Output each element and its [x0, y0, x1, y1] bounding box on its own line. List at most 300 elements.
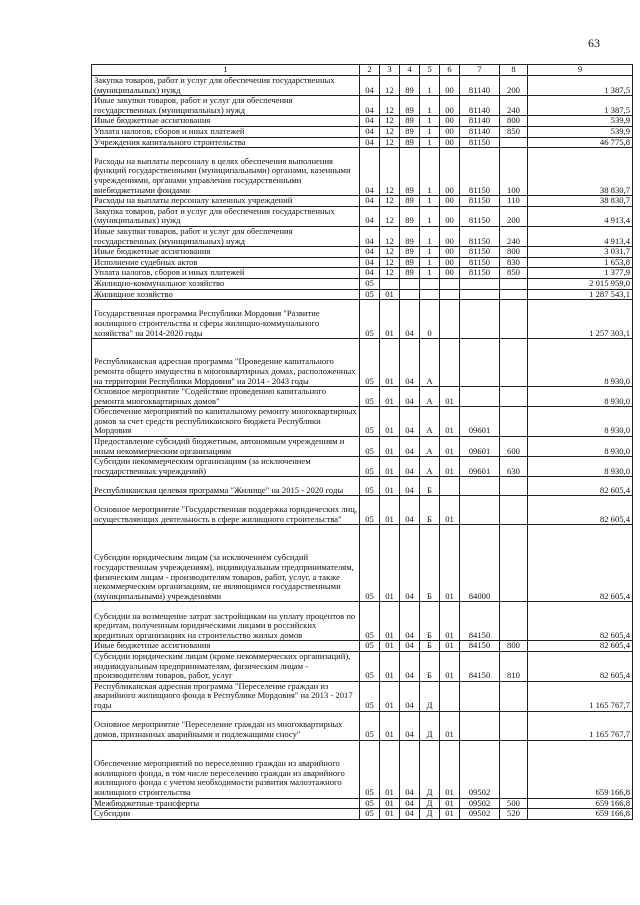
row-amount: 4 913,4	[528, 226, 633, 246]
code-vr	[500, 407, 528, 437]
table-row	[92, 602, 633, 641]
code-pr: 89	[400, 247, 420, 258]
code-rz: 01	[380, 339, 400, 387]
code-nr: 81150	[460, 226, 500, 246]
code-vr	[500, 300, 528, 339]
code-gl: 05	[360, 407, 380, 437]
code-nr: 81140	[460, 76, 500, 96]
row-name: Иные бюджетные ассигнования	[92, 247, 360, 258]
code-gl: 05	[360, 457, 380, 477]
code-gl: 04	[360, 206, 380, 226]
code-pr: 04	[400, 437, 420, 457]
code-p2: 01	[440, 407, 460, 437]
code-rz: 12	[380, 126, 400, 137]
code-vr	[500, 681, 528, 711]
code-p1: 0	[420, 300, 440, 339]
column-header: 4	[400, 65, 420, 76]
column-header: 9	[528, 65, 633, 76]
code-nr: 81150	[460, 268, 500, 279]
table-row	[92, 457, 633, 477]
code-p2: 01	[440, 798, 460, 809]
code-nr	[460, 387, 500, 407]
code-pr: 89	[400, 137, 420, 148]
budget-table	[91, 64, 633, 820]
row-amount: 82 605,4	[528, 641, 633, 652]
code-gl: 04	[360, 76, 380, 96]
code-gl: 04	[360, 247, 380, 258]
code-p1: Д	[420, 711, 440, 740]
code-p1: 1	[420, 206, 440, 226]
table-row	[92, 339, 633, 387]
row-amount: 1 387,5	[528, 76, 633, 96]
code-gl: 04	[360, 116, 380, 127]
code-rz: 01	[380, 602, 400, 641]
row-name: Иные закупки товаров, работ и услуг для обеспечения государственных (муниципальных) нужд	[92, 96, 360, 116]
code-p1: 1	[420, 247, 440, 258]
code-vr	[500, 496, 528, 525]
code-vr	[500, 740, 528, 798]
table-row	[92, 809, 633, 820]
code-vr: 110	[500, 196, 528, 207]
code-p1: 1	[420, 116, 440, 127]
row-amount: 1 653,8	[528, 257, 633, 268]
code-p1: А	[420, 387, 440, 407]
row-name: Расходы на выплаты персоналу казенных учреждений	[92, 196, 360, 207]
code-p2: 01	[440, 525, 460, 602]
header-row	[92, 65, 633, 76]
row-name: Межбюджетные трансферты	[92, 798, 360, 809]
code-vr: 100	[500, 148, 528, 196]
code-p1: А	[420, 437, 440, 457]
column-header: 8	[500, 65, 528, 76]
code-rz: 01	[380, 711, 400, 740]
code-p2: 00	[440, 137, 460, 148]
code-nr	[460, 711, 500, 740]
code-vr: 600	[500, 437, 528, 457]
code-p1: 1	[420, 226, 440, 246]
code-pr	[400, 289, 420, 300]
code-p1: Д	[420, 740, 440, 798]
code-p2	[440, 681, 460, 711]
code-vr: 500	[500, 798, 528, 809]
row-amount: 8 930,0	[528, 457, 633, 477]
code-rz: 12	[380, 196, 400, 207]
row-amount: 8 930,0	[528, 387, 633, 407]
code-rz: 01	[380, 289, 400, 300]
table-row	[92, 477, 633, 496]
row-name: Иные бюджетные ассигнования	[92, 641, 360, 652]
code-nr	[460, 278, 500, 289]
code-pr: 04	[400, 339, 420, 387]
row-name: Расходы на выплаты персоналу в целях обеспечения выполнения функций государственными (муниципальными) органами, казенными учреждениями, органами управления государственными внебюджетными фондами	[92, 148, 360, 196]
code-rz: 01	[380, 457, 400, 477]
code-pr: 04	[400, 798, 420, 809]
code-pr: 04	[400, 300, 420, 339]
row-name: Уплата налогов, сборов и иных платежей	[92, 126, 360, 137]
table-row	[92, 641, 633, 652]
row-name: Субсидии на возмещение затрат застройщикам на уплату процентов по кредитам, полученным юридическими лицами в российских кредитных организациях на строительство жилых домов	[92, 602, 360, 641]
code-rz: 12	[380, 148, 400, 196]
code-nr: 81140	[460, 116, 500, 127]
row-name: Основное мероприятие "Государственная поддержка юридических лиц, осуществляющих деятельность в сфере жилищного строительства"	[92, 496, 360, 525]
code-p1: Б	[420, 641, 440, 652]
row-amount: 82 605,4	[528, 477, 633, 496]
code-pr: 04	[400, 652, 420, 682]
code-nr	[460, 496, 500, 525]
code-rz: 12	[380, 96, 400, 116]
code-gl: 05	[360, 278, 380, 289]
code-vr: 200	[500, 206, 528, 226]
row-amount: 539,9	[528, 126, 633, 137]
code-pr: 04	[400, 457, 420, 477]
code-vr: 200	[500, 76, 528, 96]
table-row	[92, 387, 633, 407]
row-amount: 82 605,4	[528, 496, 633, 525]
table-row	[92, 137, 633, 148]
code-p2: 00	[440, 247, 460, 258]
page-number: 63	[588, 36, 600, 50]
code-gl: 05	[360, 798, 380, 809]
code-p1: 1	[420, 196, 440, 207]
code-p2: 00	[440, 96, 460, 116]
table-row	[92, 681, 633, 711]
code-nr	[460, 300, 500, 339]
row-amount: 1 165 767,7	[528, 681, 633, 711]
row-amount: 1 287 543,1	[528, 289, 633, 300]
code-nr: 81150	[460, 206, 500, 226]
code-p2: 00	[440, 126, 460, 137]
code-nr: 81140	[460, 126, 500, 137]
row-amount: 1 377,9	[528, 268, 633, 279]
code-gl: 05	[360, 809, 380, 820]
table-row	[92, 148, 633, 196]
code-p1: Б	[420, 477, 440, 496]
code-p2: 01	[440, 602, 460, 641]
code-p1: 1	[420, 268, 440, 279]
code-p1: Б	[420, 652, 440, 682]
table-row	[92, 226, 633, 246]
code-p1: Б	[420, 602, 440, 641]
column-header: 6	[440, 65, 460, 76]
code-gl: 05	[360, 437, 380, 457]
code-gl: 04	[360, 268, 380, 279]
row-amount: 82 605,4	[528, 525, 633, 602]
code-gl: 04	[360, 137, 380, 148]
code-rz: 01	[380, 740, 400, 798]
row-amount: 82 605,4	[528, 602, 633, 641]
code-p1: 1	[420, 148, 440, 196]
code-nr: 09601	[460, 437, 500, 457]
row-amount: 659 166,8	[528, 798, 633, 809]
row-amount: 38 830,7	[528, 148, 633, 196]
code-nr: 81150	[460, 247, 500, 258]
code-rz: 12	[380, 76, 400, 96]
code-vr	[500, 602, 528, 641]
code-pr: 89	[400, 76, 420, 96]
code-vr: 830	[500, 257, 528, 268]
code-p2: 00	[440, 257, 460, 268]
row-name: Основное мероприятие "Переселение граждан из многоквартирных домов, признанных аварийными и подлежащими сносу"	[92, 711, 360, 740]
code-p1: А	[420, 457, 440, 477]
code-gl: 05	[360, 477, 380, 496]
code-gl: 05	[360, 652, 380, 682]
table-row	[92, 116, 633, 127]
code-p2: 01	[440, 641, 460, 652]
table-row	[92, 300, 633, 339]
column-header: 3	[380, 65, 400, 76]
code-nr: 09502	[460, 809, 500, 820]
code-rz: 01	[380, 387, 400, 407]
row-name: Учреждения капитального строительства	[92, 137, 360, 148]
code-rz: 01	[380, 525, 400, 602]
code-vr: 810	[500, 652, 528, 682]
code-vr	[500, 711, 528, 740]
code-p2: 01	[440, 437, 460, 457]
table-row	[92, 206, 633, 226]
code-rz: 12	[380, 226, 400, 246]
code-vr: 850	[500, 268, 528, 279]
row-amount: 3 031,7	[528, 247, 633, 258]
code-gl: 05	[360, 387, 380, 407]
row-name: Закупка товаров, работ и услуг для обеспечения государственных (муниципальных) нужд	[92, 206, 360, 226]
code-gl: 05	[360, 681, 380, 711]
code-rz: 12	[380, 268, 400, 279]
code-gl: 05	[360, 740, 380, 798]
code-rz: 12	[380, 247, 400, 258]
row-name: Республиканская целевая программа "Жилище" на 2015 - 2020 годы	[92, 477, 360, 496]
row-name: Исполнение судебных актов	[92, 257, 360, 268]
code-p1: Д	[420, 809, 440, 820]
row-name: Основное мероприятие "Содействие проведению капитального ремонта многоквартирных домов"	[92, 387, 360, 407]
code-vr	[500, 477, 528, 496]
code-nr	[460, 289, 500, 300]
code-p1: Б	[420, 496, 440, 525]
table-row	[92, 76, 633, 96]
code-pr: 04	[400, 387, 420, 407]
code-gl: 05	[360, 525, 380, 602]
code-p2: 01	[440, 711, 460, 740]
code-gl: 04	[360, 196, 380, 207]
code-vr	[500, 339, 528, 387]
code-rz: 01	[380, 407, 400, 437]
code-pr: 89	[400, 148, 420, 196]
code-rz: 12	[380, 137, 400, 148]
code-rz: 01	[380, 798, 400, 809]
code-gl: 05	[360, 602, 380, 641]
row-amount: 8 930,0	[528, 339, 633, 387]
table-row	[92, 126, 633, 137]
row-amount: 46 775,8	[528, 137, 633, 148]
table-row	[92, 96, 633, 116]
code-p2	[440, 289, 460, 300]
row-name: Субсидии юридическим лицам (кроме некоммерческих организаций), индивидуальным предпринимателям, физическим лицам - производителям товаров, работ, услуг	[92, 652, 360, 682]
code-pr: 89	[400, 226, 420, 246]
table-row	[92, 525, 633, 602]
code-p2: 01	[440, 387, 460, 407]
row-amount: 539,9	[528, 116, 633, 127]
column-header: 5	[420, 65, 440, 76]
code-gl: 04	[360, 148, 380, 196]
row-name: Закупка товаров, работ и услуг для обеспечения государственных (муниципальных) нужд	[92, 76, 360, 96]
row-amount: 4 913,4	[528, 206, 633, 226]
column-header: 2	[360, 65, 380, 76]
code-gl: 04	[360, 257, 380, 268]
code-p1: Д	[420, 681, 440, 711]
code-vr: 630	[500, 457, 528, 477]
row-name: Обеспечение мероприятий по переселению граждан из аварийного жилищного фонда, в том числе переселению граждан из аварийного жилищного фонда с учетом необходимости развития малоэтажного жилищного строительства	[92, 740, 360, 798]
code-vr	[500, 278, 528, 289]
code-vr	[500, 289, 528, 300]
row-amount: 8 930,0	[528, 437, 633, 457]
row-name: Предоставление субсидий бюджетным, автономным учреждениям и иным некоммерческим организациям	[92, 437, 360, 457]
table-row	[92, 652, 633, 682]
table-row	[92, 289, 633, 300]
code-p1: 1	[420, 126, 440, 137]
code-vr: 850	[500, 126, 528, 137]
row-name: Республиканская адресная программа "Проведение капитального ремонта общего имущества в многоквартирных домах, расположенных на территории Республики Мордовия" на 2014 - 2043 годы	[92, 339, 360, 387]
row-amount: 1 387,5	[528, 96, 633, 116]
row-amount: 2 015 959,0	[528, 278, 633, 289]
code-rz: 01	[380, 641, 400, 652]
code-rz: 01	[380, 477, 400, 496]
row-amount: 1 257 303,1	[528, 300, 633, 339]
code-nr	[460, 477, 500, 496]
code-p2: 00	[440, 226, 460, 246]
row-amount: 38 830,7	[528, 196, 633, 207]
table-row	[92, 278, 633, 289]
code-vr	[500, 525, 528, 602]
table-row	[92, 407, 633, 437]
table-row	[92, 437, 633, 457]
code-p2: 00	[440, 206, 460, 226]
code-rz: 12	[380, 116, 400, 127]
code-pr: 04	[400, 525, 420, 602]
code-rz: 01	[380, 652, 400, 682]
code-p2: 00	[440, 196, 460, 207]
row-amount: 1 165 767,7	[528, 711, 633, 740]
code-nr	[460, 681, 500, 711]
table-row	[92, 496, 633, 525]
code-nr: 84150	[460, 602, 500, 641]
code-pr: 04	[400, 711, 420, 740]
code-nr: 84150	[460, 652, 500, 682]
row-name: Субсидии некоммерческим организациям (за исключением государственных учреждений)	[92, 457, 360, 477]
code-pr: 89	[400, 206, 420, 226]
code-pr: 89	[400, 196, 420, 207]
code-nr: 09601	[460, 407, 500, 437]
code-p1: 1	[420, 257, 440, 268]
code-vr	[500, 137, 528, 148]
code-pr: 04	[400, 477, 420, 496]
code-pr: 04	[400, 809, 420, 820]
code-p1: 1	[420, 96, 440, 116]
code-p2: 01	[440, 496, 460, 525]
code-nr: 81140	[460, 96, 500, 116]
code-rz: 01	[380, 300, 400, 339]
code-p2: 00	[440, 268, 460, 279]
code-p2	[440, 339, 460, 387]
code-rz: 12	[380, 257, 400, 268]
code-p2: 00	[440, 116, 460, 127]
row-name: Уплата налогов, сборов и иных платежей	[92, 268, 360, 279]
code-gl: 05	[360, 300, 380, 339]
code-rz: 01	[380, 681, 400, 711]
code-pr: 89	[400, 116, 420, 127]
code-p2	[440, 278, 460, 289]
code-p1: А	[420, 407, 440, 437]
table-row	[92, 196, 633, 207]
code-gl: 04	[360, 226, 380, 246]
code-vr: 240	[500, 96, 528, 116]
code-gl: 05	[360, 339, 380, 387]
code-rz: 01	[380, 496, 400, 525]
table-row	[92, 740, 633, 798]
code-pr: 04	[400, 740, 420, 798]
code-pr	[400, 278, 420, 289]
row-amount: 659 166,8	[528, 740, 633, 798]
row-name: Жилищное хозяйство	[92, 289, 360, 300]
code-gl: 04	[360, 96, 380, 116]
row-name: Субсидии юридическим лицам (за исключением субсидий государственным учреждениям), индивидуальным предпринимателям, физическим лицам - производителям товаров, работ, услуг, а также некоммерческим организациям, не являющимся государственными (муниципальными) учреждениями	[92, 525, 360, 602]
table-row	[92, 247, 633, 258]
code-p2	[440, 477, 460, 496]
code-nr: 09601	[460, 457, 500, 477]
code-p2: 01	[440, 457, 460, 477]
row-name: Субсидии	[92, 809, 360, 820]
code-vr	[500, 387, 528, 407]
code-pr: 89	[400, 257, 420, 268]
code-rz	[380, 278, 400, 289]
code-p2: 00	[440, 76, 460, 96]
table-row	[92, 268, 633, 279]
code-nr: 81150	[460, 148, 500, 196]
code-gl: 05	[360, 496, 380, 525]
code-p1: 1	[420, 76, 440, 96]
code-p1	[420, 278, 440, 289]
table-row	[92, 798, 633, 809]
code-vr: 800	[500, 116, 528, 127]
row-name: Обеспечение мероприятий по капитальному ремонту многоквартирных домов за счет средств республиканского бюджета Республики Мордовия	[92, 407, 360, 437]
row-name: Государственная программа Республики Мордовия "Развитие жилищного строительства и сферы жилищно-коммунального хозяйства" на 2014-2020 годы	[92, 300, 360, 339]
code-p2: 01	[440, 652, 460, 682]
code-rz: 12	[380, 206, 400, 226]
code-p2: 01	[440, 740, 460, 798]
code-vr: 800	[500, 641, 528, 652]
code-nr: 09502	[460, 798, 500, 809]
code-p1: Б	[420, 525, 440, 602]
code-pr: 04	[400, 407, 420, 437]
row-name: Республиканская адресная программа "Переселение граждан из аварийного жилищного фонда в Республике Мордовия" на 2013 - 2017 годы	[92, 681, 360, 711]
code-nr: 09502	[460, 740, 500, 798]
code-gl: 05	[360, 289, 380, 300]
code-p1: 1	[420, 137, 440, 148]
table-row	[92, 257, 633, 268]
code-nr	[460, 339, 500, 387]
code-nr: 84150	[460, 641, 500, 652]
row-name: Иные закупки товаров, работ и услуг для обеспечения государственных (муниципальных) нужд	[92, 226, 360, 246]
code-pr: 04	[400, 681, 420, 711]
code-nr: 81150	[460, 257, 500, 268]
code-vr: 240	[500, 226, 528, 246]
code-vr: 800	[500, 247, 528, 258]
code-pr: 04	[400, 496, 420, 525]
table-row	[92, 711, 633, 740]
code-gl: 04	[360, 126, 380, 137]
row-amount: 8 930,0	[528, 407, 633, 437]
code-gl: 05	[360, 711, 380, 740]
row-name: Иные бюджетные ассигнования	[92, 116, 360, 127]
code-nr: 81150	[460, 196, 500, 207]
